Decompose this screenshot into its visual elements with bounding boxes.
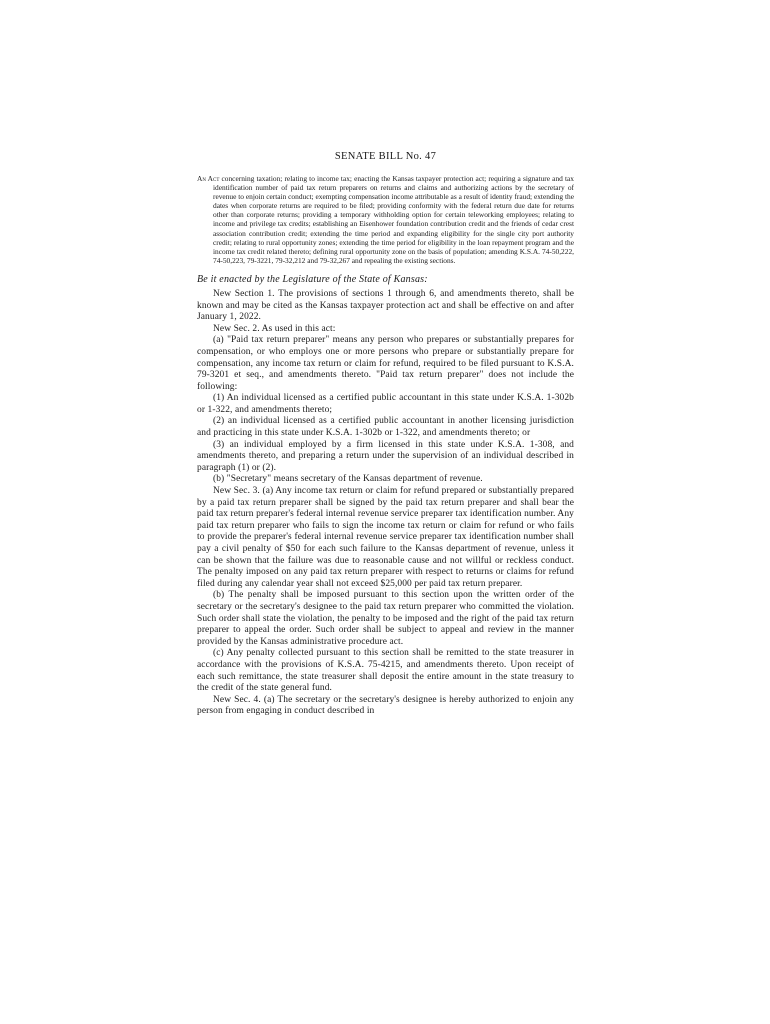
paragraph: (a) "Paid tax return preparer" means any person who prepares or substantially prepares for compensation, or who employs one or more persons who prepare or substantially prepare for compensation, any income tax return or claim for refund, required to be filed pursuant to K.S.A. 79-3201 et seq., and amendments thereto. "Paid tax return preparer" does not include the following: xyxy=(197,335,574,392)
paragraph: (1) An individual licensed as a certified public accountant in this state under K.S.A. 1-302b or 1-322, and amendments thereto; xyxy=(197,393,574,415)
paragraph: New Section 1. The provisions of sections 1 through 6, and amendments thereto, shall be known and may be cited as the Kansas taxpayer protection act and shall be effective on and after January 1, 2022. xyxy=(197,288,574,323)
act-title-text: concerning taxation; relating to income tax; enacting the Kansas taxpayer protection act; requiring a signature and tax identification number of paid tax return preparers on returns and claims and authorizing actions by the secretary of revenue to enjoin certain conduct; exempting compensation income attributable as a result of identity fraud; extending the dates when corporate returns are required to be filed; providing conformity with the federal return due date for returns other than corporate returns; providing a temporary withholding option for certain teleworking employees; relating to income and privilege tax credits; establishing an Eisenhower foundation contribution credit and the friends of cedar crest association contribution credit; extending the time period and expanding eligibility for the single city port authority credit; relating to rural opportunity zones; extending the time period for eligibility in the loan repayment program and the income tax credit related thereto; defining rural opportunity zone on the basis of population; amending K.S.A. 74-50,222, 74-50,223, 79-3221, 79-32,212 and 79-32,267 and repealing the existing sections. xyxy=(213,174,574,265)
paragraph: (b) The penalty shall be imposed pursuant to this section upon the written order of the secretary or the secretary's designee to the paid tax return preparer who committed the violation. Such order shall state the violation, the penalty to be imposed and the right of the paid tax return preparer to appeal the order. Such order shall be subject to appeal and review in the manner provided by the Kansas administrative procedure act. xyxy=(197,590,574,647)
paragraph: (3) an individual employed by a firm licensed in this state under K.S.A. 1-308, and amendments thereto, and preparing a return under the supervision of an individual described in paragraph (1) or (2). xyxy=(197,439,574,473)
act-prefix: An Act xyxy=(197,174,220,183)
paragraph: New Sec. 4. (a) The secretary or the secretary's designee is hereby authorized to enjoin any person from engaging in conduct described in xyxy=(197,694,574,717)
enacting-clause: Be it enacted by the Legislature of the State of Kansas: xyxy=(197,273,428,285)
paragraph: New Sec. 3. (a) Any income tax return or claim for refund prepared or substantially prepared by a paid tax return preparer shall be signed by the paid tax return preparer and shall bear the paid tax return preparer's federal internal revenue service preparer tax identification number. Any paid tax return preparer who fails to sign the income tax return or claim for refund or who fails to provide the preparer's federal internal revenue service preparer tax identification number shall pay a civil penalty of $50 for each such failure to the Kansas department of revenue, unless it can be shown that the failure was due to reasonable cause and not willful or reckless conduct. The penalty imposed on any paid tax return preparer with respect to returns or claims for refund filed during any calendar year shall not exceed $25,000 per paid tax return preparer. xyxy=(197,486,574,589)
bill-title: SENATE BILL No. 47 xyxy=(334,151,437,162)
paragraph: (b) "Secretary" means secretary of the Kansas department of revenue. xyxy=(213,474,483,485)
paragraph: (2) an individual licensed as a certified public accountant in another licensing jurisdiction and practicing in this state under K.S.A. 1-302b or 1-322, and amendments thereto; or xyxy=(197,416,574,439)
document-page xyxy=(197,150,574,718)
paragraph: (c) Any penalty collected pursuant to this section shall be remitted to the state treasurer in accordance with the provisions of K.S.A. 75-4215, and amendments thereto. Upon receipt of each such remittance, the state treasurer shall deposit the entire amount in the state treasury to the credit of the state general fund. xyxy=(197,648,574,694)
paragraph: New Sec. 2. As used in this act: xyxy=(213,323,336,334)
act-title xyxy=(197,174,574,265)
bill-body xyxy=(197,289,574,718)
